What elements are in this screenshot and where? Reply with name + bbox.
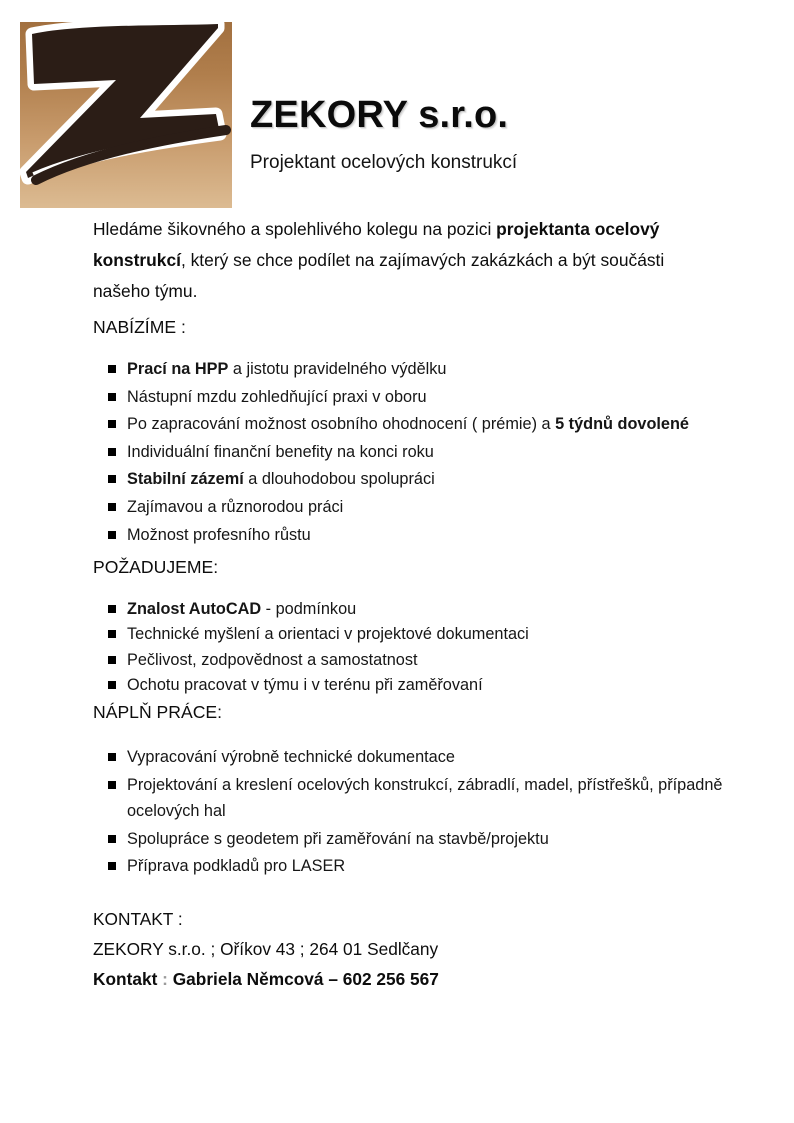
list-item-text: - podmínkou — [261, 600, 357, 618]
bullet-square-icon — [108, 862, 116, 870]
list-item — [93, 672, 794, 697]
bullet-square-icon — [108, 630, 116, 638]
section-heading-nabizime: NABÍZÍME : — [93, 317, 186, 337]
intro-line-2 — [93, 245, 794, 276]
list-item — [93, 439, 794, 466]
bullet-square-icon — [108, 781, 116, 789]
bullet-square-icon — [108, 475, 116, 483]
list-item-text: Ochotu pracovat v týmu i v terénu při zaměřovaní — [127, 675, 483, 694]
contact-heading: KONTAKT : — [93, 909, 183, 929]
list-item — [93, 356, 794, 383]
list-item-text: Možnost profesního růstu — [127, 525, 311, 544]
intro-line-3: našeho týmu. — [93, 281, 198, 301]
contact-person-separator: : — [162, 969, 168, 989]
intro-line-1 — [93, 214, 794, 245]
section-list-pozadujeme — [93, 596, 794, 697]
list-item-text: Spolupráce s geodetem při zaměřování na stavbě/projektu — [127, 829, 549, 848]
zekory-z-logo-icon — [20, 22, 232, 208]
bullet-square-icon — [108, 605, 116, 613]
bullet-square-icon — [108, 448, 116, 456]
list-item-text: Příprava podkladů pro LASER — [127, 857, 346, 876]
company-logo — [20, 22, 232, 208]
list-item — [93, 596, 794, 621]
intro-line-2-text: , který se chce podílet na zajímavých zakázkách a být součásti — [180, 250, 665, 270]
list-item-bold: Prací na HPP — [127, 360, 229, 378]
bullet-square-icon — [108, 365, 116, 373]
list-item-text: Nástupní mzdu zohledňující praxi v oboru — [127, 387, 427, 406]
company-tagline: Projektant ocelových konstrukcí — [250, 152, 518, 173]
document-header — [0, 0, 794, 212]
bullet-square-icon — [108, 393, 116, 401]
list-item — [93, 621, 794, 646]
bullet-square-icon — [108, 681, 116, 689]
intro-paragraph — [93, 214, 794, 307]
list-item — [93, 522, 794, 549]
company-name: ZEKORY s.r.o. — [250, 94, 509, 136]
intro-line-2-bold: konstrukcí — [93, 250, 181, 270]
bullet-square-icon — [108, 656, 116, 664]
list-item-text: Projektování a kreslení ocelových konstrukcí, zábradlí, madel, přístřešků, případně ocelových hal — [127, 775, 723, 821]
contact-person-line — [93, 964, 794, 994]
list-item-text: Zajímavou a různorodou práci — [127, 497, 344, 516]
section-heading-napln-prace: NÁPLŇ PRÁCE: — [93, 702, 223, 722]
bullet-square-icon — [108, 835, 116, 843]
list-item-bold: Znalost AutoCAD — [127, 600, 262, 618]
list-item-text: Technické myšlení a orientaci v projektové dokumentaci — [127, 625, 529, 644]
list-item — [93, 466, 794, 493]
list-item-text: Po zapracování možnost osobního ohodnocení ( prémie) a — [127, 415, 556, 434]
list-item-text: Individuální finanční benefity na konci roku — [127, 442, 434, 461]
bullet-square-icon — [108, 503, 116, 511]
list-item — [93, 826, 794, 853]
list-item — [93, 853, 794, 880]
section-heading-pozadujeme: POŽADUJEME: — [93, 557, 219, 577]
intro-line-1-text: Hledáme šikovného a spolehlivého kolegu na pozici — [93, 219, 497, 239]
list-item-text: Vypracování výrobně technické dokumentace — [127, 748, 455, 766]
contact-person-name: Gabriela Němcová – 602 256 567 — [172, 969, 439, 989]
intro-line-1-bold: projektanta ocelový — [496, 219, 660, 239]
list-item — [93, 384, 794, 411]
list-item-bold-suffix: 5 týdnů dovolené — [555, 415, 689, 434]
list-item-text: a jistotu pravidelného výdělku — [228, 360, 447, 378]
contact-address: ZEKORY s.r.o. ; Oříkov 43 ; 264 01 Sedlčany — [93, 939, 439, 959]
bullet-square-icon — [108, 420, 116, 428]
brand-block — [250, 96, 790, 172]
list-item — [93, 494, 794, 521]
list-item-text: a dlouhodobou spolupráci — [243, 470, 435, 489]
contact-person-label: Kontakt — [93, 969, 158, 989]
list-item — [93, 744, 794, 771]
section-list-nabizime — [93, 356, 794, 549]
contact-block — [93, 904, 794, 994]
list-item — [93, 772, 794, 825]
list-item — [93, 647, 794, 672]
list-item-bold: Stabilní zázemí — [127, 470, 244, 489]
list-item-text: Pečlivost, zodpovědnost a samostatnost — [127, 650, 418, 669]
list-item — [93, 411, 794, 438]
bullet-square-icon — [108, 753, 116, 761]
section-list-napln-prace — [93, 744, 794, 881]
bullet-square-icon — [108, 531, 116, 539]
